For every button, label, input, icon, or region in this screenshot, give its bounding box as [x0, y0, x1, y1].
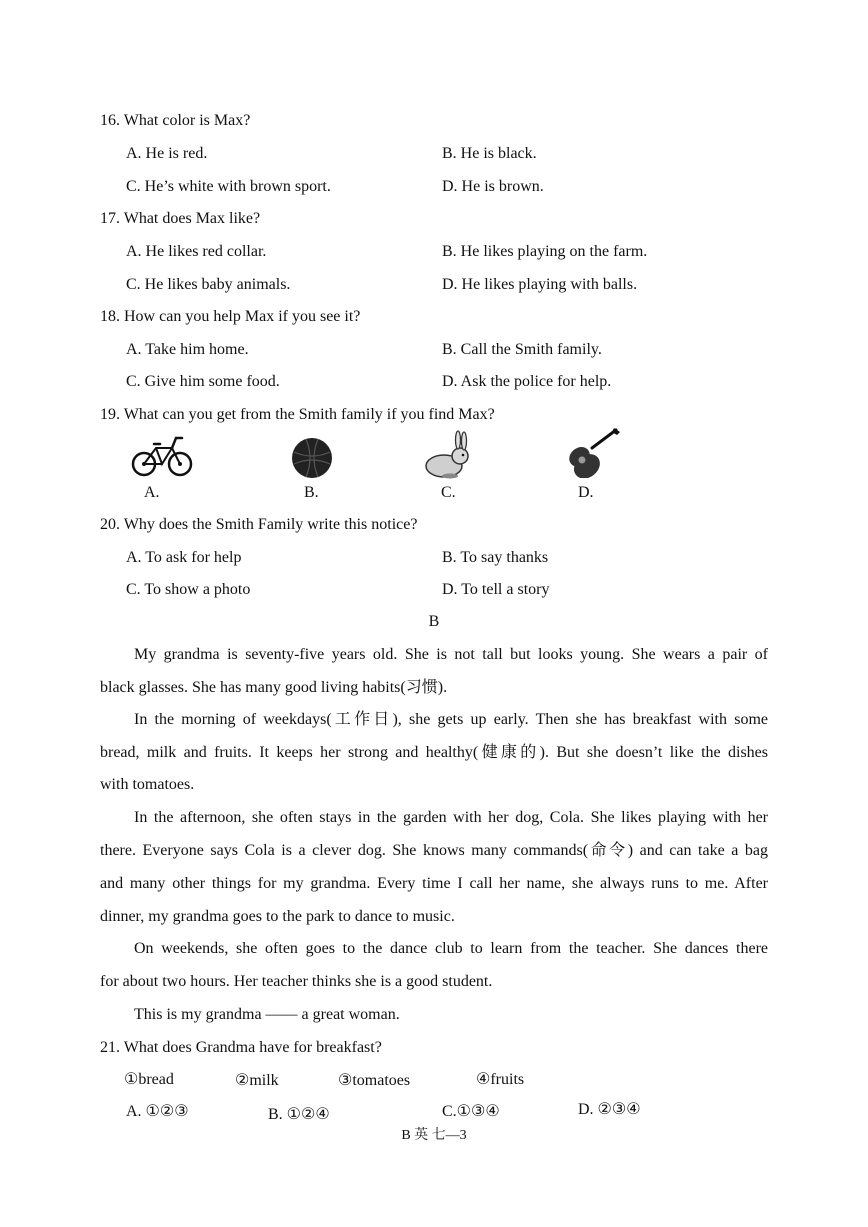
- q21-item-3: ③tomatoes: [338, 1072, 411, 1089]
- question-16: 16. What color is Max?: [100, 112, 251, 129]
- q21-item-4: ④fruits: [476, 1071, 525, 1088]
- q21-option-b: B. ①②④: [268, 1106, 330, 1123]
- passage-line: bread, milk and fruits. It keeps her strong and healthy(健康的). But she doesn’t like the dishes: [100, 744, 768, 761]
- bicycle-icon: [130, 432, 194, 480]
- passage-line: dinner, my grandma goes to the park to dance to music.: [100, 908, 455, 925]
- q18-option-c: C. Give him some food.: [126, 373, 280, 390]
- q21-option-c: C.①③④: [442, 1103, 500, 1120]
- q20-option-a: A. To ask for help: [126, 549, 242, 566]
- passage-line: In the morning of weekdays(工作日), she gets up early. Then she has breakfast with some: [134, 711, 768, 728]
- q19-option-d: D.: [578, 484, 594, 501]
- page-footer: B 英 七—3: [401, 1128, 467, 1143]
- ball-icon: [290, 436, 334, 480]
- q17-option-d: D. He likes playing with balls.: [442, 276, 638, 293]
- q17-option-b: B. He likes playing on the farm.: [442, 243, 648, 260]
- q21-item-1: ①bread: [124, 1071, 174, 1088]
- q21-option-d: D. ②③④: [578, 1101, 641, 1118]
- q16-option-b: B. He is black.: [442, 145, 537, 162]
- question-17: 17. What does Max like?: [100, 210, 261, 227]
- question-19: 19. What can you get from the Smith family if you find Max?: [100, 406, 495, 423]
- passage-line: with tomatoes.: [100, 776, 195, 793]
- q19-option-a: A.: [144, 484, 160, 501]
- passage-line: In the afternoon, she often stays in the garden with her dog, Cola. She likes playing with her: [134, 809, 768, 826]
- q18-option-a: A. Take him home.: [126, 341, 249, 358]
- passage-line: On weekends, she often goes to the dance club to learn from the teacher. She dances there: [134, 940, 768, 957]
- q17-option-c: C. He likes baby animals.: [126, 276, 291, 293]
- q19-option-b: B.: [304, 484, 319, 501]
- passage-line: black glasses. She has many good living habits(习惯).: [100, 679, 448, 696]
- passage-line: and many other things for my grandma. Every time I call her name, she always runs to me. After: [100, 875, 768, 892]
- rabbit-icon: [420, 430, 476, 480]
- q16-option-c: C. He’s white with brown sport.: [126, 178, 331, 195]
- passage-line: This is my grandma —— a great woman.: [134, 1006, 400, 1023]
- question-20: 20. Why does the Smith Family write this notice?: [100, 516, 418, 533]
- q16-option-d: D. He is brown.: [442, 178, 544, 195]
- guitar-icon: [562, 426, 622, 478]
- q17-option-a: A. He likes red collar.: [126, 243, 267, 260]
- q19-option-c: C.: [441, 484, 456, 501]
- q20-option-b: B. To say thanks: [442, 549, 549, 566]
- q18-option-b: B. Call the Smith family.: [442, 341, 602, 358]
- passage-line: for about two hours. Her teacher thinks she is a good student.: [100, 973, 493, 990]
- q20-option-c: C. To show a photo: [126, 581, 251, 598]
- passage-line: there. Everyone says Cola is a clever dog. She knows many commands(命令) and can take a bag: [100, 842, 768, 859]
- q21-option-a: A. ①②③: [126, 1103, 189, 1120]
- q20-option-d: D. To tell a story: [442, 581, 550, 598]
- q16-option-a: A. He is red.: [126, 145, 208, 162]
- q18-option-d: D. Ask the police for help.: [442, 373, 612, 390]
- section-heading: B: [428, 613, 440, 630]
- passage-line: My grandma is seventy-five years old. She is not tall but looks young. She wears a pair of: [134, 646, 768, 663]
- question-18: 18. How can you help Max if you see it?: [100, 308, 361, 325]
- question-21: 21. What does Grandma have for breakfast?: [100, 1039, 382, 1056]
- q21-item-2: ②milk: [235, 1072, 279, 1089]
